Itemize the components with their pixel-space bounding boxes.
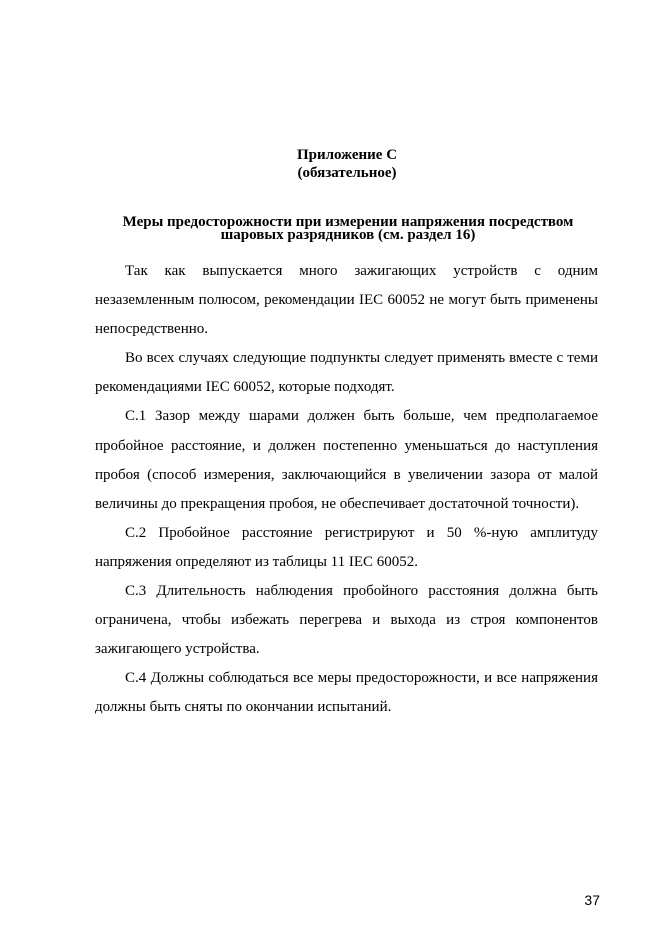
section-title <box>95 216 601 242</box>
section-title-line-2: шаровых разрядников (см. раздел 16) <box>220 227 476 243</box>
page-number: 37 <box>584 892 600 908</box>
paragraph-general: Во всех случаях следующие подпункты следует применять вместе с теми рекомендациями IEC 60052, которые подходят. <box>95 350 598 396</box>
paragraph-c1: С.1 Зазор между шарами должен быть больше, чем предполагаемое пробойное расстояние, и должен постепенно уменьшаться до наступления пробоя (способ измерения, заключающийся в увеличении зазора от малой величины до прекращения пробоя, не обеспечивает достаточной точности). <box>95 408 598 512</box>
appendix-status: (обязательное) <box>297 165 397 181</box>
appendix-title: Приложение С <box>296 147 398 163</box>
paragraph-c4: С.4 Должны соблюдаться все меры предосторожности, и все напряжения должны быть сняты по окончании испытаний. <box>95 670 598 716</box>
paragraph-c2: С.2 Пробойное расстояние регистрируют и 50 %-ную амплитуду напряжения определяют из таблицы 11 IEC 60052. <box>95 524 598 570</box>
paragraph-intro: Так как выпускается много зажигающих устройств с одним незаземленным полюсом, рекомендации IEC 60052 не могут быть применены непосредственно. <box>95 263 598 338</box>
paragraph-c3: С.3 Длительность наблюдения пробойного расстояния должна быть ограничена, чтобы избежать перегрева и выхода из строя компонентов зажигающего устройства. <box>95 583 598 658</box>
body-text <box>95 257 598 723</box>
appendix-heading <box>0 146 661 182</box>
section-title-line-1: Меры предосторожности при измерении напряжения посредством <box>122 214 574 230</box>
